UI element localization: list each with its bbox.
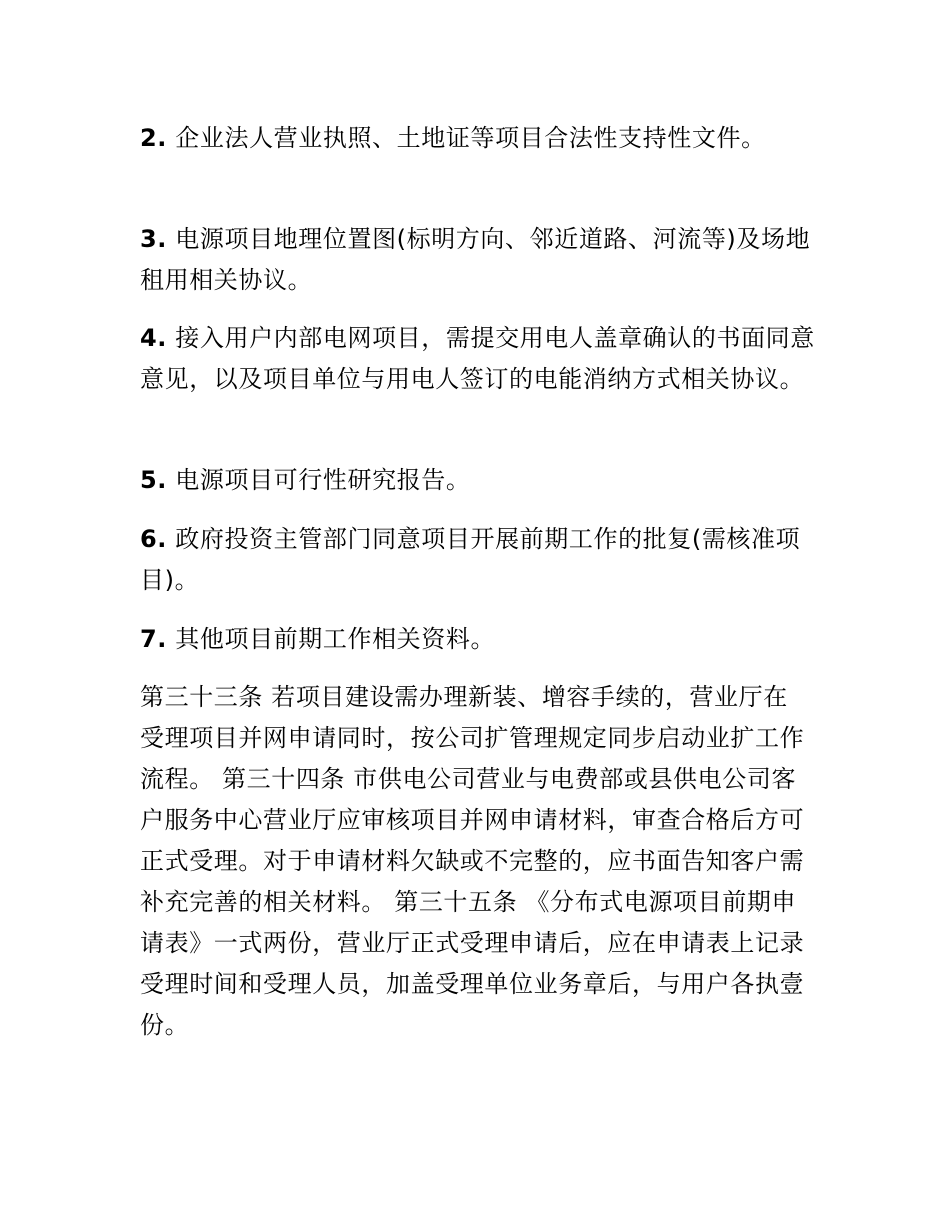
item-number: 6. bbox=[140, 525, 168, 553]
item-text: 电源项目地理位置图(标明方向、邻近道路、河流等)及场地租用相关协议。 bbox=[140, 225, 811, 294]
list-item-5 bbox=[140, 460, 820, 501]
item-number: 5. bbox=[140, 466, 168, 494]
list-item-4 bbox=[140, 318, 820, 400]
list-item-6 bbox=[140, 519, 820, 601]
item-text: 电源项目可行性研究报告。 bbox=[175, 466, 471, 494]
item-text: 其他项目前期工作相关资料。 bbox=[175, 625, 496, 653]
item-text: 接入用户内部电网项目，需提交用电人盖章确认的书面同意意见，以及项目单位与用电人签订的电能消纳方式相关协议。 bbox=[140, 324, 815, 393]
item-number: 7. bbox=[140, 625, 168, 653]
list-item-3 bbox=[140, 219, 820, 301]
item-text: 企业法人营业执照、土地证等项目合法性支持性文件。 bbox=[175, 124, 766, 152]
item-number: 3. bbox=[140, 225, 168, 253]
item-number: 4. bbox=[140, 324, 168, 352]
item-number: 2. bbox=[140, 124, 168, 152]
item-text: 政府投资主管部门同意项目开展前期工作的批复(需核准项目)。 bbox=[140, 525, 801, 594]
body-paragraph: 第三十三条 若项目建设需办理新装、增容手续的，营业厅在受理项目并网申请同时，按公司扩管理规定同步启动业扩工作流程。 第三十四条 市供电公司营业与电费部或县供电公司客户服务中心营业厅应审核项目并网申请材料，审查合格后方可正式受理。对于申请材料欠缺或不完整的，应书面告知客户需补充完善的相关材料。 第三十五条 《分布式电源项目前期申请表》一式两份，营业厅正式受理申请后，应在申请表上记录受理时间和受理人员，加盖受理单位业务章后，与用户各执壹份。 bbox=[140, 683, 805, 1039]
list-item-7 bbox=[140, 619, 820, 660]
list-item-2 bbox=[140, 118, 820, 159]
